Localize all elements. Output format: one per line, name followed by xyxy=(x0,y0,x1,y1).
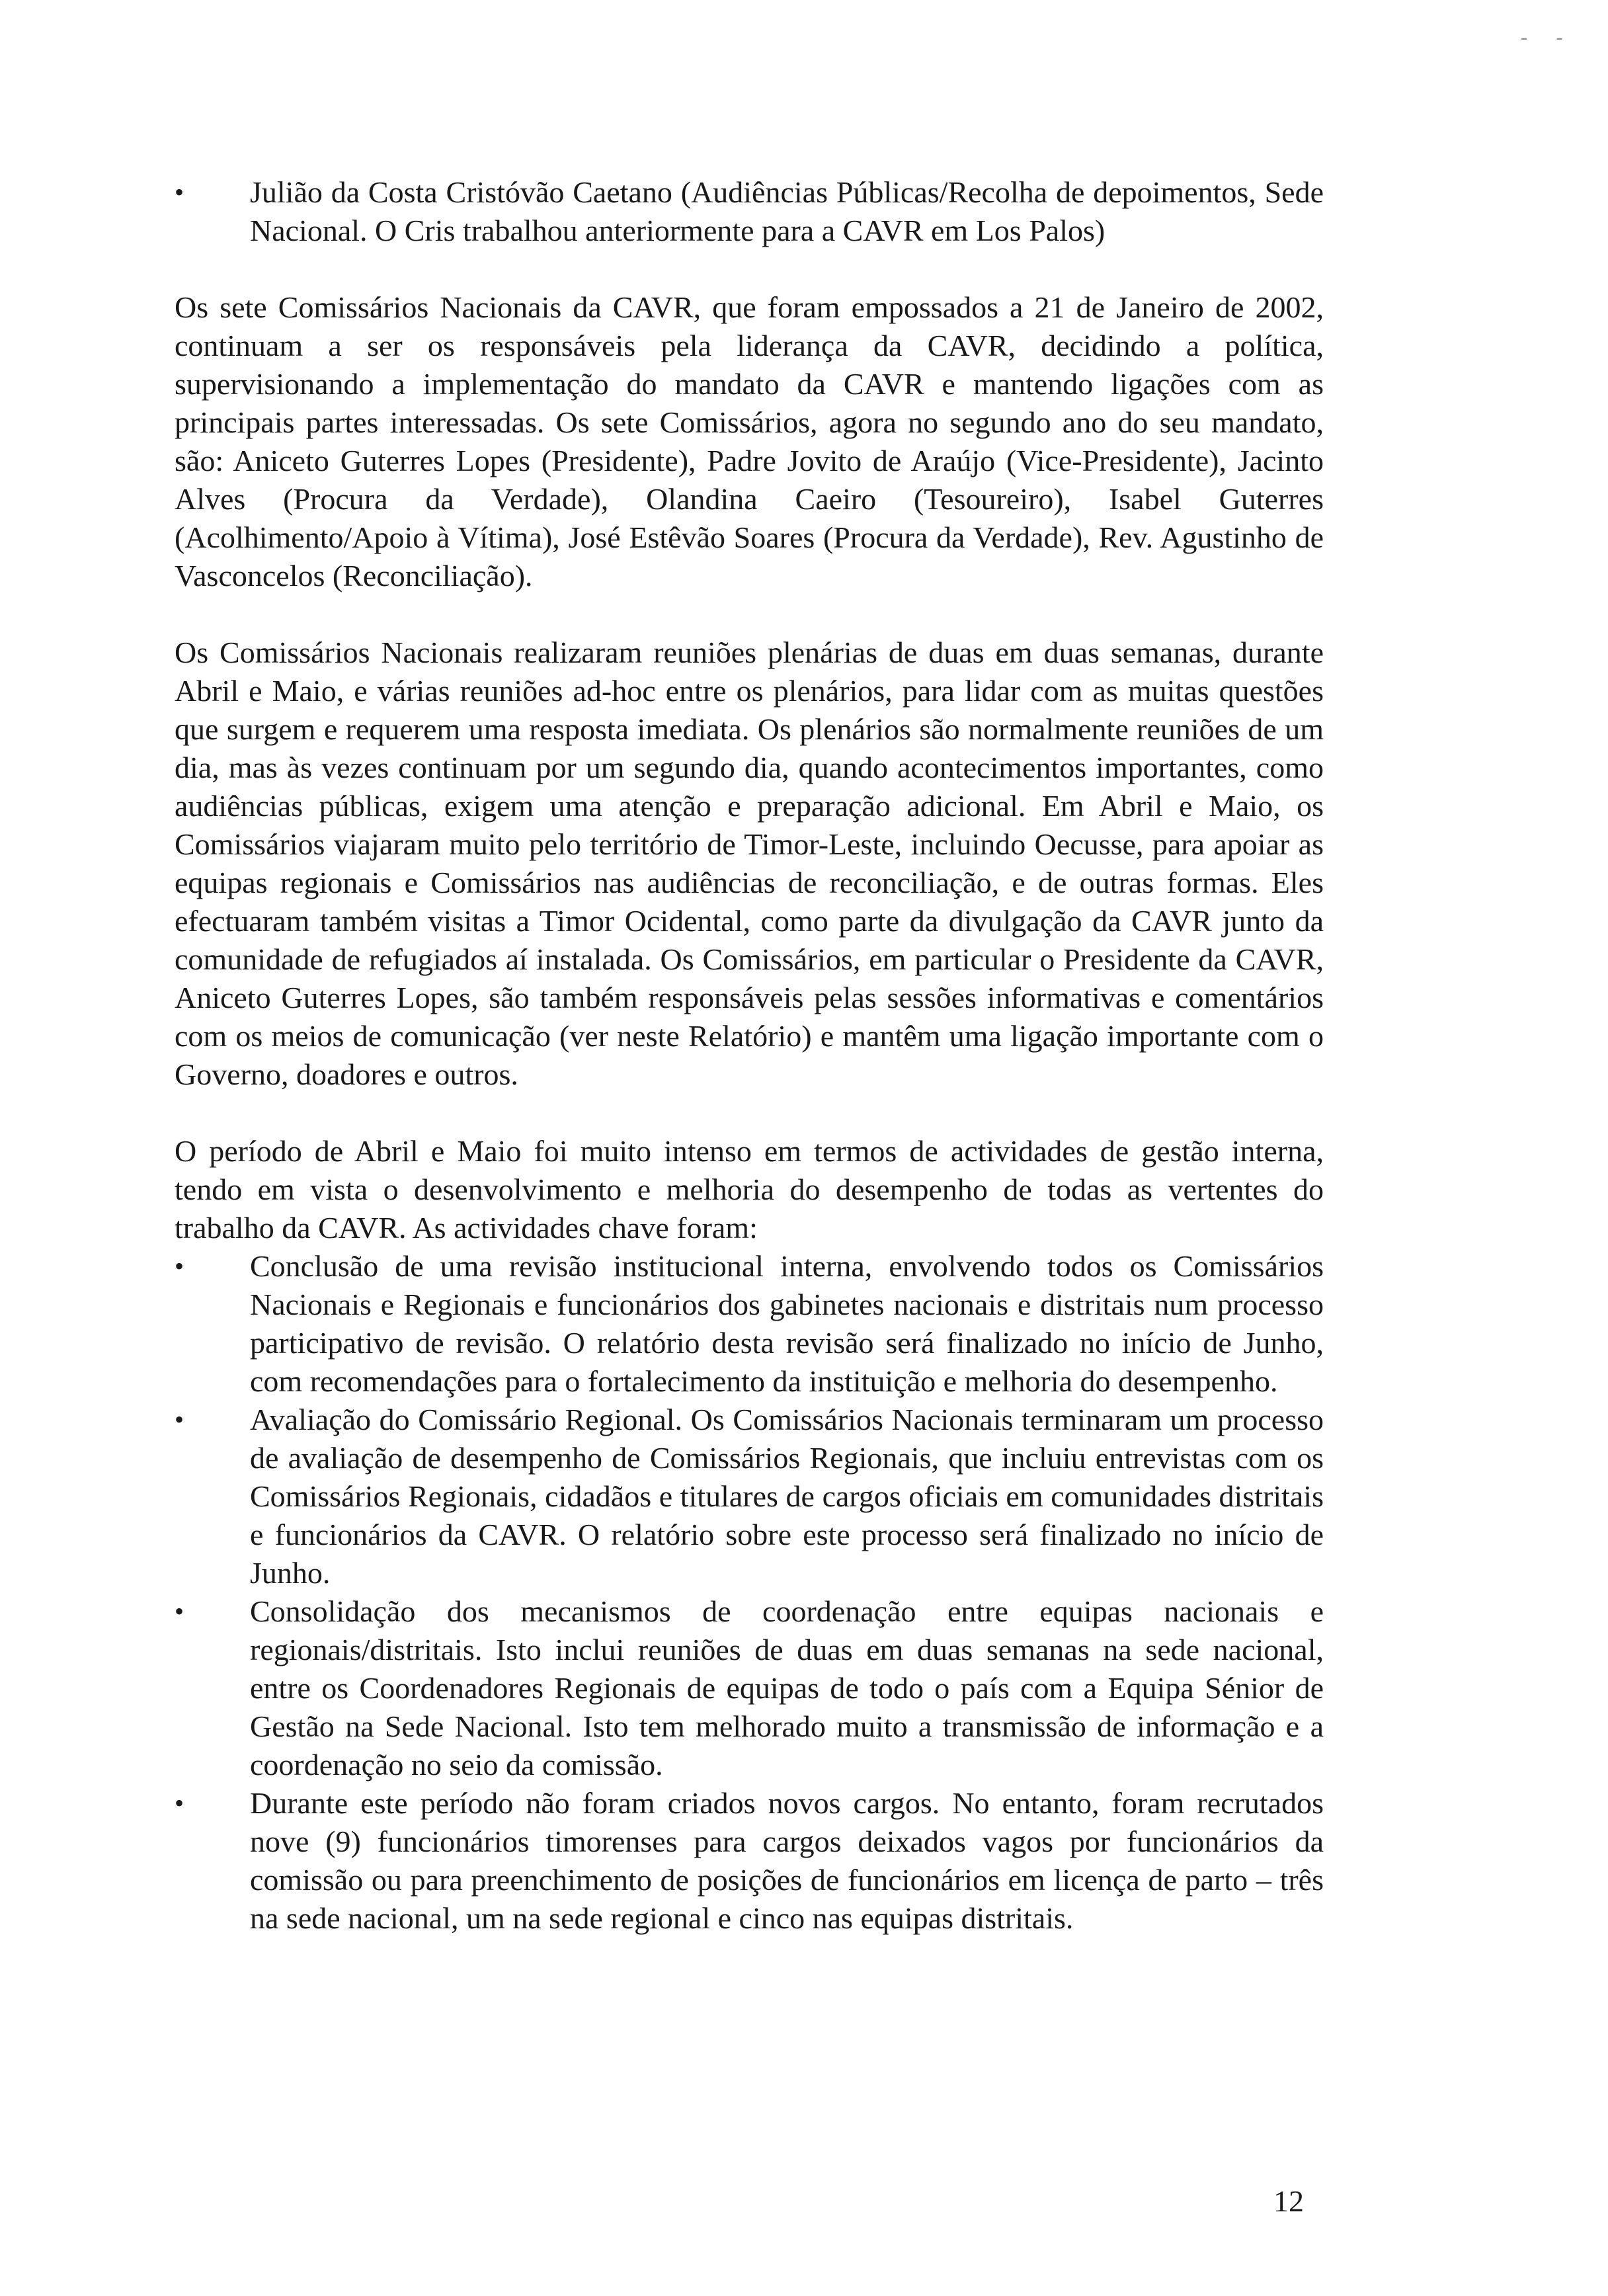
bullet-icon: • xyxy=(175,1405,184,1434)
bullet-text: Julião da Costa Cristóvão Caetano (Audiências Públicas/Recolha de depoimentos, Sede Nacional. O Cris trabalhou anteriormente para a CAVR em Los Palos) xyxy=(250,175,1324,247)
paragraph-spacer xyxy=(175,595,1324,634)
bullet-item-regional-evaluation xyxy=(175,1401,1324,1592)
bullet-item-staff xyxy=(175,173,1324,250)
bullet-item-coordination xyxy=(175,1592,1324,1784)
paragraph-commissioners: Os sete Comissários Nacionais da CAVR, que foram empossados a 21 de Janeiro de 2002, continuam a ser os responsáveis pela liderança da CAVR, decidindo a política, supervisionando a implementação do mandato da CAVR e mantendo ligações com as principais partes interessadas. Os sete Comissários, agora no segundo ano do seu mandato, são: Aniceto Guterres Lopes (Presidente), Padre Jovito de Araújo (Vice-Presidente), Jacinto Alves (Procura da Verdade), Olandina Caeiro (Tesoureiro), Isabel Guterres (Acolhimento/Apoio à Vítima), José Estêvão Soares (Procura da Verdade), Rev. Agustinho de Vasconcelos (Reconciliação). xyxy=(175,290,1324,593)
bullet-icon: • xyxy=(175,1596,184,1626)
bullet-text: Conclusão de uma revisão institucional interna, envolvendo todos os Comissários Nacionais e Regionais e funcionários dos gabinetes nacionais e distritais num processo participativo de revisão. O relatório desta revisão será finalizado no início de Junho, com recomendações para o fortalecimento da instituição e melhoria do desempenho. xyxy=(250,1249,1324,1398)
paragraph-plenaries: Os Comissários Nacionais realizaram reuniões plenárias de duas em duas semanas, durante Abril e Maio, e várias reuniões ad-hoc entre os plenários, para lidar com as muitas questões que surgem e requerem uma resposta imediata. Os plenários são normalmente reuniões de um dia, mas às vezes continuam por um segundo dia, quando acontecimentos importantes, como audiências públicas, exigem uma atenção e preparação adicional. Em Abril e Maio, os Comissários viajaram muito pelo território de Timor-Leste, incluindo Oecusse, para apoiar as equipas regionais e Comissários nas audiências de reconciliação, e de outras formas. Eles efectuaram também visitas a Timor Ocidental, como parte da divulgação da CAVR junto da comunidade de refugiados aí instalada. Os Comissários, em particular o Presidente da CAVR, Aniceto Guterres Lopes, são também responsáveis pelas sessões informativas e comentários com os meios de comunicação (ver neste Relatório) e mantêm uma ligação importante com o Governo, doadores e outros. xyxy=(175,636,1324,1091)
bullet-icon: • xyxy=(175,1788,184,1818)
bullet-text: Durante este período não foram criados novos cargos. No entanto, foram recrutados nove (9) funcionários timorenses para cargos deixados vagos por funcionários da comissão ou para preenchimento de posições de funcionários em licença de parto – três na sede nacional, um na sede regional e cinco nas equipas distritais. xyxy=(250,1786,1324,1935)
bullet-text: Avaliação do Comissário Regional. Os Comissários Nacionais terminaram um processo de avaliação de desempenho de Comissários Regionais, que incluiu entrevistas com os Comissários Regionais, cidadãos e titulares de cargos oficiais em comunidades distritais e funcionários da CAVR. O relatório sobre este processo será finalizado no início de Junho. xyxy=(250,1403,1324,1590)
page-body xyxy=(175,173,1324,1938)
page-number: 12 xyxy=(1273,2184,1304,2218)
paragraph-spacer xyxy=(175,1094,1324,1132)
paragraph-internal-management: O período de Abril e Maio foi muito intenso em termos de actividades de gestão interna, tendo em vista o desenvolvimento e melhoria do desempenho de todas as vertentes do trabalho da CAVR. As actividades chave foram: xyxy=(175,1134,1324,1245)
bullet-text: Consolidação dos mecanismos de coordenação entre equipas nacionais e regionais/distritais. Isto inclui reuniões de duas em duas semanas na sede nacional, entre os Coordenadores Regionais de equipas de todo o país com a Equipa Sénior de Gestão na Sede Nacional. Isto tem melhorado muito a transmissão de informação e a coordenação no seio da comissão. xyxy=(250,1594,1324,1782)
bullet-item-institutional-review xyxy=(175,1247,1324,1401)
bullet-item-recruitment xyxy=(175,1784,1324,1938)
bullet-icon: • xyxy=(175,1251,184,1281)
scan-corner-mark: - - xyxy=(1521,26,1575,48)
paragraph-spacer xyxy=(175,250,1324,288)
bullet-icon: • xyxy=(175,177,184,207)
